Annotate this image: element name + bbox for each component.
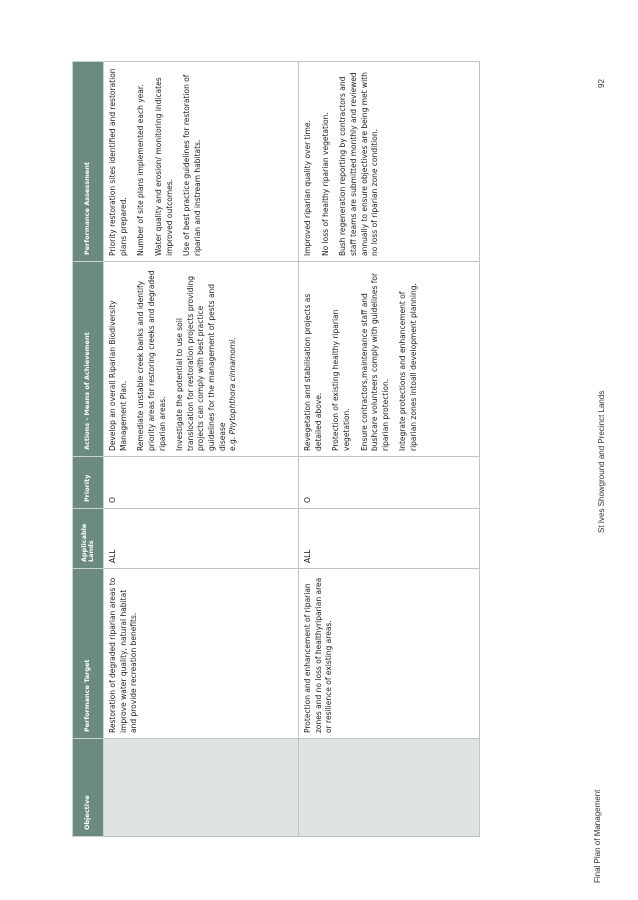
action-item: Integrate protections and enhancement of riparian zones intoall development planning.	[398, 283, 419, 451]
performance-target-cell: Protection and enhancement of riparian zones and no loss of healthyriparian area or resilience of existing areas.	[299, 569, 480, 739]
objective-cell	[299, 739, 480, 837]
table-row	[299, 62, 480, 837]
performance-table	[72, 61, 480, 837]
header-objective: Objective	[73, 739, 104, 837]
page-number: 92	[597, 79, 606, 88]
actions-cell	[299, 262, 480, 457]
assessment-item: Priority restoration sites identified and restoration plans prepared.	[108, 68, 128, 256]
assessment-cell	[299, 62, 480, 262]
species-name: Phytophthora cinnamomi.	[228, 337, 238, 435]
priority-cell: O	[104, 457, 299, 509]
action-text: Investigate the potential to use soil translocation for restoration projects providing projects can comply with best practice guidelines for the management of pests and disease	[175, 276, 227, 451]
action-item: Remediate unstable creek banks and identify priority areas for restoring creeks and degraded riparian areas.	[136, 270, 167, 451]
rotated-page-content	[72, 62, 472, 837]
action-item	[175, 267, 239, 451]
footer-site-name: St Ives Showground and Precinct Lands	[597, 390, 606, 533]
applicable-lands-cell: ALL	[104, 509, 299, 569]
assessment-cell	[104, 62, 299, 262]
assessment-item: No loss of healthy riparian vegetation.	[320, 112, 330, 256]
table-header-row	[73, 62, 104, 837]
assessment-item: Improved riparian quality over time.	[303, 120, 312, 256]
assessment-item: Water quality and erosion/ monitoring indicates improved outcomes.	[153, 77, 174, 256]
action-item: Develop an overall Riparian Biodiversity Management Plan.	[108, 300, 128, 451]
performance-target-cell: Restoration of degraded riparian areas to improve water quality, natural habitat and provide recreation benefits.	[104, 569, 299, 739]
action-item: Protection of existing healthy riparian vegetation.	[331, 309, 351, 451]
assessment-item: Bush regeneration reporting by contractors and staff teams are submitted monthly and reviewed annually to ensure objectives are being met with no loss of riparian zone condition.	[338, 72, 380, 256]
objective-cell	[104, 739, 299, 837]
assessment-item: Use of best practice guidelines for restoration of riparian and instream habitats.	[182, 74, 202, 256]
action-example-prefix: e.g.	[228, 434, 238, 451]
action-item: Ensure contractors,maintenance staff and bushcare volunteers comply with guidelines for riparian protection.	[359, 272, 390, 451]
priority-cell: O	[299, 457, 480, 509]
header-performance-target: Performance Target	[73, 569, 104, 739]
table-row	[104, 62, 299, 837]
header-actions: Actions - Means of Achievement	[73, 262, 104, 457]
assessment-item: Number of site plans implemented each year.	[136, 84, 146, 256]
header-performance-assessment: Performance Assessment	[73, 62, 104, 262]
actions-cell	[104, 262, 299, 457]
footer-document-title: Final Plan of Management	[593, 789, 602, 883]
action-item: Revegetation and stabilisation projects as detailed above.	[303, 293, 323, 451]
header-applicable-lands: Applicable Lands	[73, 509, 104, 569]
header-priority: Priority	[73, 457, 104, 509]
applicable-lands-cell: ALL	[299, 509, 480, 569]
